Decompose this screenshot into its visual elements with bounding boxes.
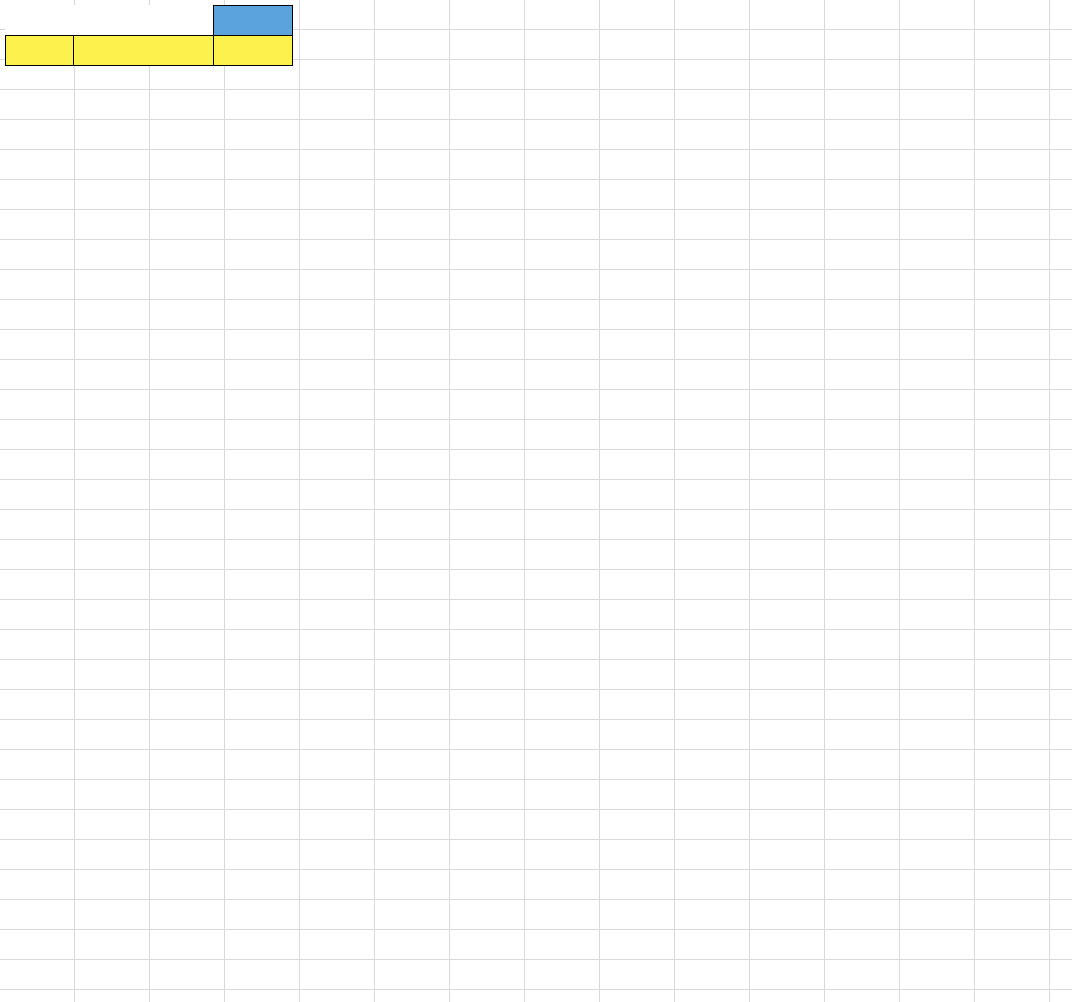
points-header-cell[interactable] xyxy=(214,36,293,66)
round-standings-table xyxy=(5,5,293,66)
rank-header-cell[interactable] xyxy=(6,36,74,66)
participants-header-cell[interactable] xyxy=(74,36,214,66)
round-header-cell[interactable] xyxy=(214,6,293,36)
